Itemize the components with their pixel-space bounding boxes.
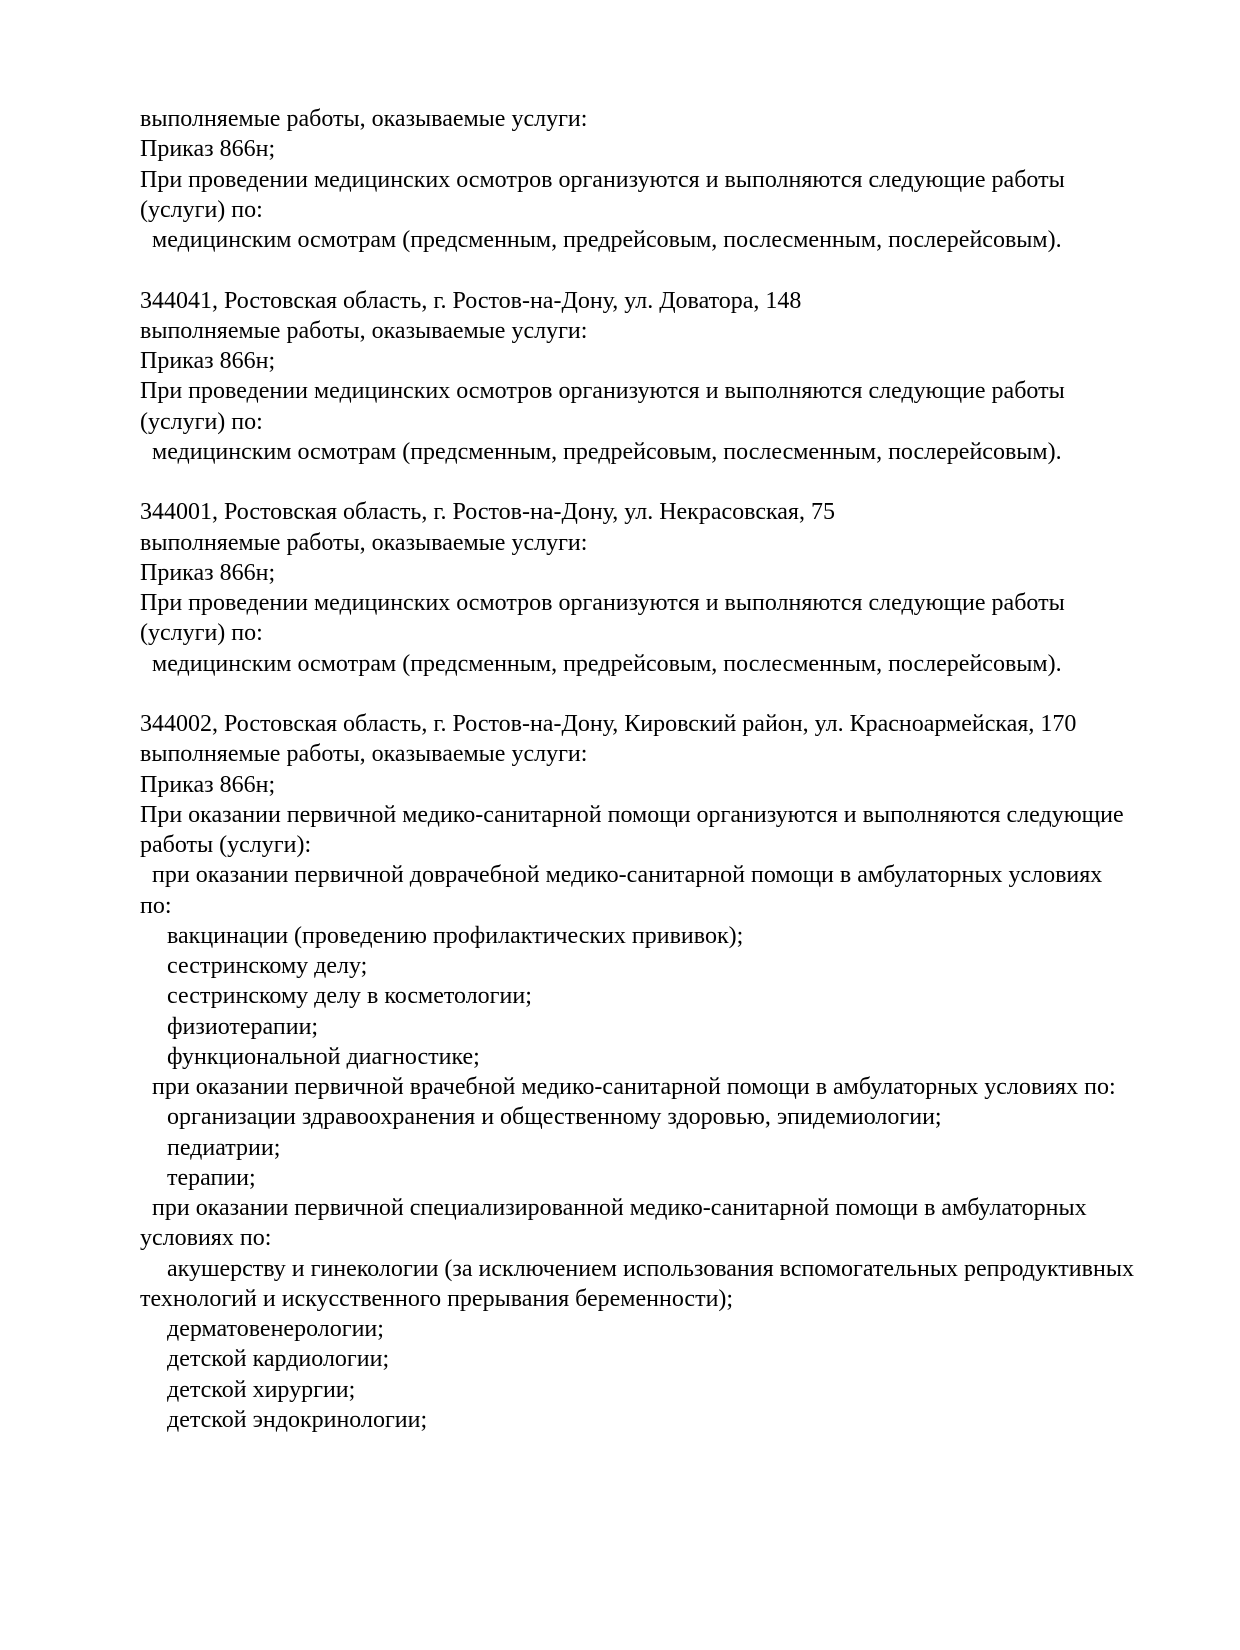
text-line: педиатрии; (167, 1134, 281, 1161)
text-line: медицинским осмотрам (предсменным, предрейсовым, послесменным, послерейсовым). (152, 227, 1062, 253)
text-line: при оказании первичной доврачебной медико-санитарной помощи в амбулаторных условиях (152, 862, 1103, 889)
text-line: дерматовенерологии; (167, 1316, 384, 1342)
text-line: 344002, Ростовская область, г. Ростов-на-Дону, Кировский район, ул. Красноармейская, 170 (140, 711, 1077, 737)
text-line: Приказ 866н; (140, 559, 276, 586)
text-line: сестринскому делу в косметологии; (167, 983, 532, 1010)
text-line: Приказ 866н; (140, 136, 276, 163)
text-line: функциональной диагностике; (167, 1043, 480, 1070)
text-line: медицинским осмотрам (предсменным, предрейсовым, послесменным, послерейсовым). (152, 438, 1062, 465)
text-line: Приказ 866н; (140, 771, 276, 798)
text-line: детской эндокринологии; (167, 1406, 428, 1433)
text-line: детской хирургии; (167, 1376, 356, 1403)
address-344001-block (140, 497, 1180, 679)
text-line: выполняемые работы, оказываемые услуги: (140, 529, 588, 556)
text-line: (услуги) по: (140, 196, 263, 223)
address-344002-block (140, 709, 1180, 1435)
text-line: по: (140, 892, 172, 919)
text-line: детской кардиологии; (167, 1346, 390, 1373)
text-line: медицинским осмотрам (предсменным, предрейсовым, послесменным, послерейсовым). (152, 650, 1062, 677)
text-line: при оказании первичной врачебной медико-санитарной помощи в амбулаторных условиях по: (152, 1074, 1116, 1100)
text-line: выполняемые работы, оказываемые услуги: (140, 741, 588, 768)
text-line: сестринскому делу; (167, 953, 368, 979)
address-344041-block (140, 286, 1180, 468)
text-line: Приказ 866н; (140, 348, 276, 374)
document-body (140, 104, 1180, 1435)
text-line: вакцинации (проведению профилактических прививок); (167, 922, 744, 949)
text-line: организации здравоохранения и общественному здоровью, эпидемиологии; (167, 1104, 942, 1131)
text-line: терапии; (167, 1164, 256, 1191)
text-line: выполняемые работы, оказываемые услуги: (140, 317, 588, 344)
text-line: акушерству и гинекологии (за исключением использования вспомогательных репродуктивных (167, 1255, 1134, 1282)
text-line: условиях по: (140, 1225, 272, 1252)
text-line: (услуги) по: (140, 408, 263, 435)
text-line: 344041, Ростовская область, г. Ростов-на-Дону, ул. Доватора, 148 (140, 287, 802, 314)
text-line: технологий и искусственного прерывания беременности); (140, 1285, 734, 1312)
text-line: работы (услуги): (140, 832, 312, 858)
text-line: выполняемые работы, оказываемые услуги: (140, 106, 588, 132)
text-line: При оказании первичной медико-санитарной помощи организуются и выполняются следующие (140, 801, 1124, 828)
text-line: При проведении медицинских осмотров организуются и выполняются следующие работы (140, 166, 1065, 193)
text-line: при оказании первичной специализированной медико-санитарной помощи в амбулаторных (152, 1195, 1087, 1221)
text-line: 344001, Ростовская область, г. Ростов-на-Дону, ул. Некрасовская, 75 (140, 499, 835, 526)
text-line: физиотерапии; (167, 1013, 319, 1040)
text-line: При проведении медицинских осмотров организуются и выполняются следующие работы (140, 378, 1065, 405)
text-line: (услуги) по: (140, 620, 263, 647)
services-continuation-block (140, 104, 1180, 255)
text-line: При проведении медицинских осмотров организуются и выполняются следующие работы (140, 590, 1065, 616)
